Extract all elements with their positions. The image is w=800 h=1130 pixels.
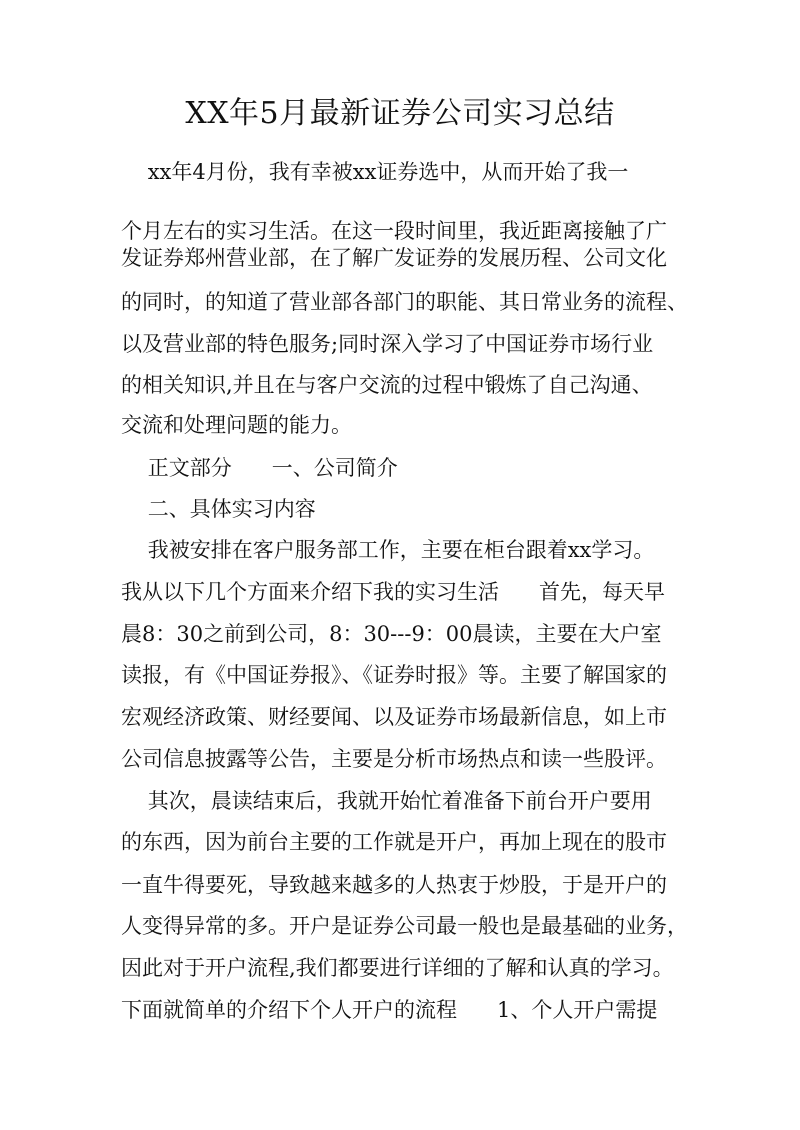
body-line: 的同时，的知道了营业部各部门的职能、其日常业务的流程、 — [121, 290, 688, 314]
body-line: 一直牛得要死，导致越来越多的人热衷于炒股，于是开户的 — [121, 873, 667, 897]
body-line: 以及营业部的特色服务;同时深入学习了中国证券市场行业 — [121, 332, 654, 356]
body-line: 的相关知识,并且在与客户交流的过程中锻炼了自己沟通、 — [121, 373, 653, 397]
body-line: 下面就简单的介绍下个人开户的流程 1、个人开户需提 — [121, 998, 658, 1022]
section-heading: 二、具体实习内容 — [121, 497, 316, 521]
body-line: 其次，晨读结束后，我就开始忙着准备下前台开户要用 — [121, 789, 652, 813]
section-heading: 正文部分 一、公司简介 — [121, 456, 398, 480]
body-line: 公司信息披露等公告，主要是分析市场热点和读一些股评。 — [121, 747, 667, 771]
body-line: 交流和处理问题的能力。 — [121, 413, 352, 437]
body-line: 人变得异常的多。开户是证券公司最一般也是最基础的业务， — [121, 914, 688, 938]
document-title: XX年5月最新证券公司实习总结 — [185, 96, 615, 131]
body-line: 我被安排在客户服务部工作，主要在柜台跟着xx学习。 — [121, 538, 655, 562]
body-line: 读报，有《中国证券报》、《证券时报》等。主要了解国家的 — [121, 663, 667, 687]
body-line: 个月左右的实习生活。在这一段时间里，我近距离接触了广 — [121, 219, 667, 243]
body-line: 晨8：30之前到公司，8：30---9：00晨读，主要在大户室 — [121, 622, 662, 646]
body-line: xx年4月份，我有幸被xx证券选中，从而开始了我一 — [121, 160, 629, 184]
body-line: 宏观经济政策、财经要闻、以及证券市场最新信息，如上市 — [121, 705, 667, 729]
body-line: 我从以下几个方面来介绍下我的实习生活 首先，每天早 — [121, 580, 666, 604]
body-line: 因此对于开户流程,我们都要进行详细的了解和认真的学习。 — [121, 956, 674, 980]
body-line: 的东西，因为前台主要的工作就是开户，再加上现在的股市 — [121, 830, 667, 854]
body-line: 发证券郑州营业部，在了解广发证券的发展历程、公司文化 — [121, 246, 667, 270]
